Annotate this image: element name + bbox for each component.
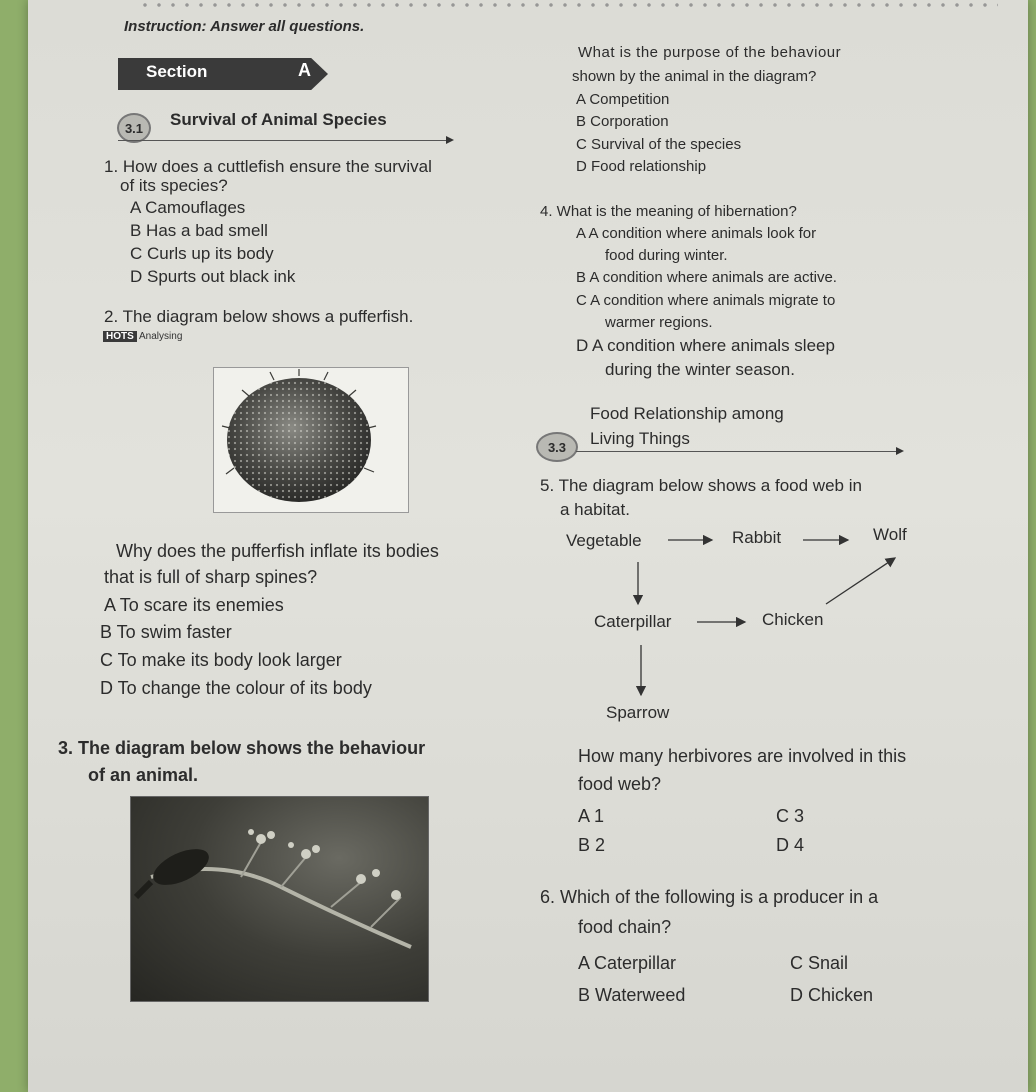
q4-option-d: D A condition where animals sleep bbox=[576, 336, 835, 355]
topic-3-3-title: Food Relationship among bbox=[590, 404, 784, 423]
q3-stem-cont: of an animal. bbox=[88, 765, 199, 785]
q4-option-d-cont: during the winter season. bbox=[605, 360, 795, 379]
q1-stem: 1. How does a cuttlefish ensure the survival bbox=[104, 157, 432, 176]
q5-option-d: D 4 bbox=[776, 835, 805, 855]
hots-skill: Analysing bbox=[139, 331, 183, 342]
q2-question-cont: that is full of sharp spines? bbox=[104, 567, 318, 587]
q3-stem: 3. The diagram below shows the behaviour bbox=[58, 738, 426, 758]
q6-option-c: C Snail bbox=[790, 953, 849, 973]
q6-option-b: B Waterweed bbox=[578, 985, 686, 1005]
q5-stem-cont: a habitat. bbox=[560, 500, 630, 519]
q4-option-b: B A condition where animals are active. bbox=[576, 269, 837, 286]
topic-3-3-subtitle: Living Things bbox=[590, 429, 690, 448]
food-web-rabbit: Rabbit bbox=[732, 528, 782, 547]
q3-option-d: D Food relationship bbox=[576, 158, 707, 175]
food-web-chicken: Chicken bbox=[762, 610, 824, 629]
q3-question-cont: shown by the animal in the diagram? bbox=[572, 68, 817, 85]
q2-option-c: C To make its body look larger bbox=[100, 650, 342, 670]
q4-option-a: A A condition where animals look for bbox=[576, 225, 817, 242]
q3-option-c: C Survival of the species bbox=[576, 136, 742, 153]
q6-option-d: D Chicken bbox=[790, 985, 874, 1005]
q2-question: Why does the pufferfish inflate its bodies bbox=[116, 541, 439, 561]
food-web-sparrow: Sparrow bbox=[606, 703, 670, 722]
section-label: Section bbox=[146, 62, 208, 81]
q3-option-b: B Corporation bbox=[576, 113, 669, 130]
q1-option-b: B Has a bad smell bbox=[130, 221, 268, 240]
q2-stem: 2. The diagram below shows a pufferfish. bbox=[104, 307, 414, 326]
q2-option-b: B To swim faster bbox=[100, 622, 232, 642]
q4-option-c: C A condition where animals migrate to bbox=[576, 292, 836, 309]
q3-option-a: A Competition bbox=[576, 91, 670, 108]
q4-option-a-cont: food during winter. bbox=[605, 247, 728, 264]
instruction-text: Instruction: Answer all questions. bbox=[124, 18, 365, 35]
topic-3-1-badge: 3.1 bbox=[117, 113, 151, 143]
q6-stem: 6. Which of the following is a producer in a bbox=[540, 887, 879, 907]
q1-option-d: D Spurts out black ink bbox=[130, 267, 296, 286]
q2-option-d: D To change the colour of its body bbox=[100, 678, 372, 698]
q5-question-cont: food web? bbox=[578, 774, 662, 794]
q6-stem-cont: food chain? bbox=[578, 917, 672, 937]
q5-option-b: B 2 bbox=[578, 835, 606, 855]
q2-option-a: A To scare its enemies bbox=[104, 595, 284, 615]
food-web-vegetable: Vegetable bbox=[566, 531, 642, 550]
q5-option-c: C 3 bbox=[776, 806, 805, 826]
q5-option-a: A 1 bbox=[578, 806, 605, 826]
q4-option-c-cont: warmer regions. bbox=[605, 314, 713, 331]
q5-question: How many herbivores are involved in this bbox=[578, 746, 907, 766]
q3-question: What is the purpose of the behaviour bbox=[578, 44, 842, 61]
arrow-chicken-wolf bbox=[826, 558, 895, 604]
topic-3-3-badge: 3.3 bbox=[536, 432, 578, 462]
q1-stem-cont: of its species? bbox=[120, 176, 228, 195]
q6-option-a: A Caterpillar bbox=[578, 953, 677, 973]
food-web-wolf: Wolf bbox=[873, 525, 907, 544]
q5-stem: 5. The diagram below shows a food web in bbox=[540, 476, 862, 495]
q1-option-a: A Camouflages bbox=[130, 198, 246, 217]
food-web-caterpillar: Caterpillar bbox=[594, 612, 672, 631]
hots-tag: HOTS bbox=[103, 331, 137, 342]
topic-3-1-title: Survival of Animal Species bbox=[170, 110, 387, 129]
q1-option-c: C Curls up its body bbox=[130, 244, 274, 263]
q4-stem: 4. What is the meaning of hibernation? bbox=[540, 203, 797, 220]
section-letter: A bbox=[298, 60, 311, 80]
